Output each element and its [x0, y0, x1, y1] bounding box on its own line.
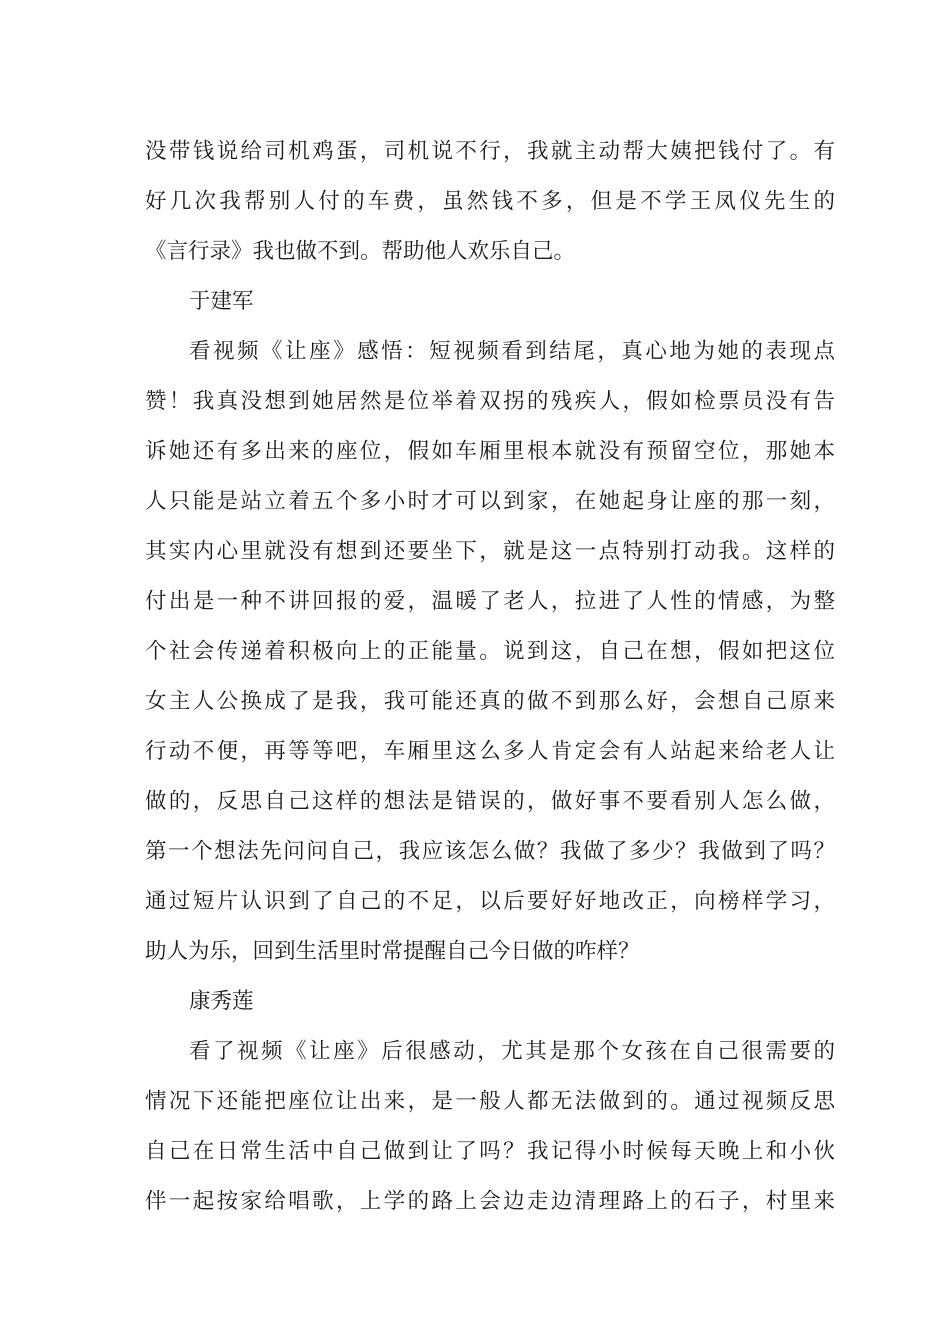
body-text-line: 做的，反思自己这样的想法是错误的，做好事不要看别人怎么做，: [145, 789, 835, 814]
body-text-line: 诉她还有多出来的座位，假如车厢里根本就没有预留空位，那她本: [145, 439, 835, 464]
body-text-line: 好几次我帮别人付的车费，虽然钱不多，但是不学王凤仪先生的: [145, 189, 835, 214]
body-text-line: 没带钱说给司机鸡蛋，司机说不行，我就主动帮大姨把钱付了。有: [145, 139, 835, 164]
body-text-line: 看视频《让座》感悟：短视频看到结尾，真心地为她的表现点: [189, 339, 835, 364]
body-text-line: 个社会传递着积极向上的正能量。说到这，自己在想，假如把这位: [145, 639, 835, 664]
body-text-line: 女主人公换成了是我，我可能还真的做不到那么好，会想自己原来: [145, 689, 835, 714]
body-text-line: 通过短片认识到了自己的不足，以后要好好地改正，向榜样学习，: [145, 889, 835, 914]
body-text-line: 《言行录》我也做不到。帮助他人欢乐自己。: [145, 239, 576, 264]
body-text-line: 第一个想法先问问自己，我应该怎么做？我做了多少？我做到了吗？: [145, 839, 835, 864]
author-name: 康秀莲: [189, 989, 254, 1014]
body-text-line: 行动不便，再等等吧，车厢里这么多人肯定会有人站起来给老人让: [145, 739, 835, 764]
body-text-line: 伴一起按家给唱歌，上学的路上会边走边清理路上的石子，村里来: [145, 1189, 835, 1214]
author-name: 于建军: [189, 289, 254, 314]
body-text-line: 助人为乐，回到生活里时常提醒自己今日做的咋样？: [145, 939, 640, 964]
body-text-line: 看了视频《让座》后很感动，尤其是那个女孩在自己很需要的: [189, 1039, 835, 1064]
body-text-line: 自己在日常生活中自己做到让了吗？我记得小时候每天晚上和小伙: [145, 1139, 835, 1164]
body-text-line: 人只能是站立着五个多小时才可以到家，在她起身让座的那一刻，: [145, 489, 835, 514]
document-body: [145, 127, 835, 1227]
body-text-line: 情况下还能把座位让出来，是一般人都无法做到的。通过视频反思: [145, 1089, 835, 1114]
body-text-line: 付出是一种不讲回报的爱，温暖了老人，拉进了人性的情感，为整: [145, 589, 835, 614]
body-text-line: 其实内心里就没有想到还要坐下，就是这一点特别打动我。这样的: [145, 539, 835, 564]
body-text-line: 赞！我真没想到她居然是位举着双拐的残疾人，假如检票员没有告: [145, 389, 835, 414]
